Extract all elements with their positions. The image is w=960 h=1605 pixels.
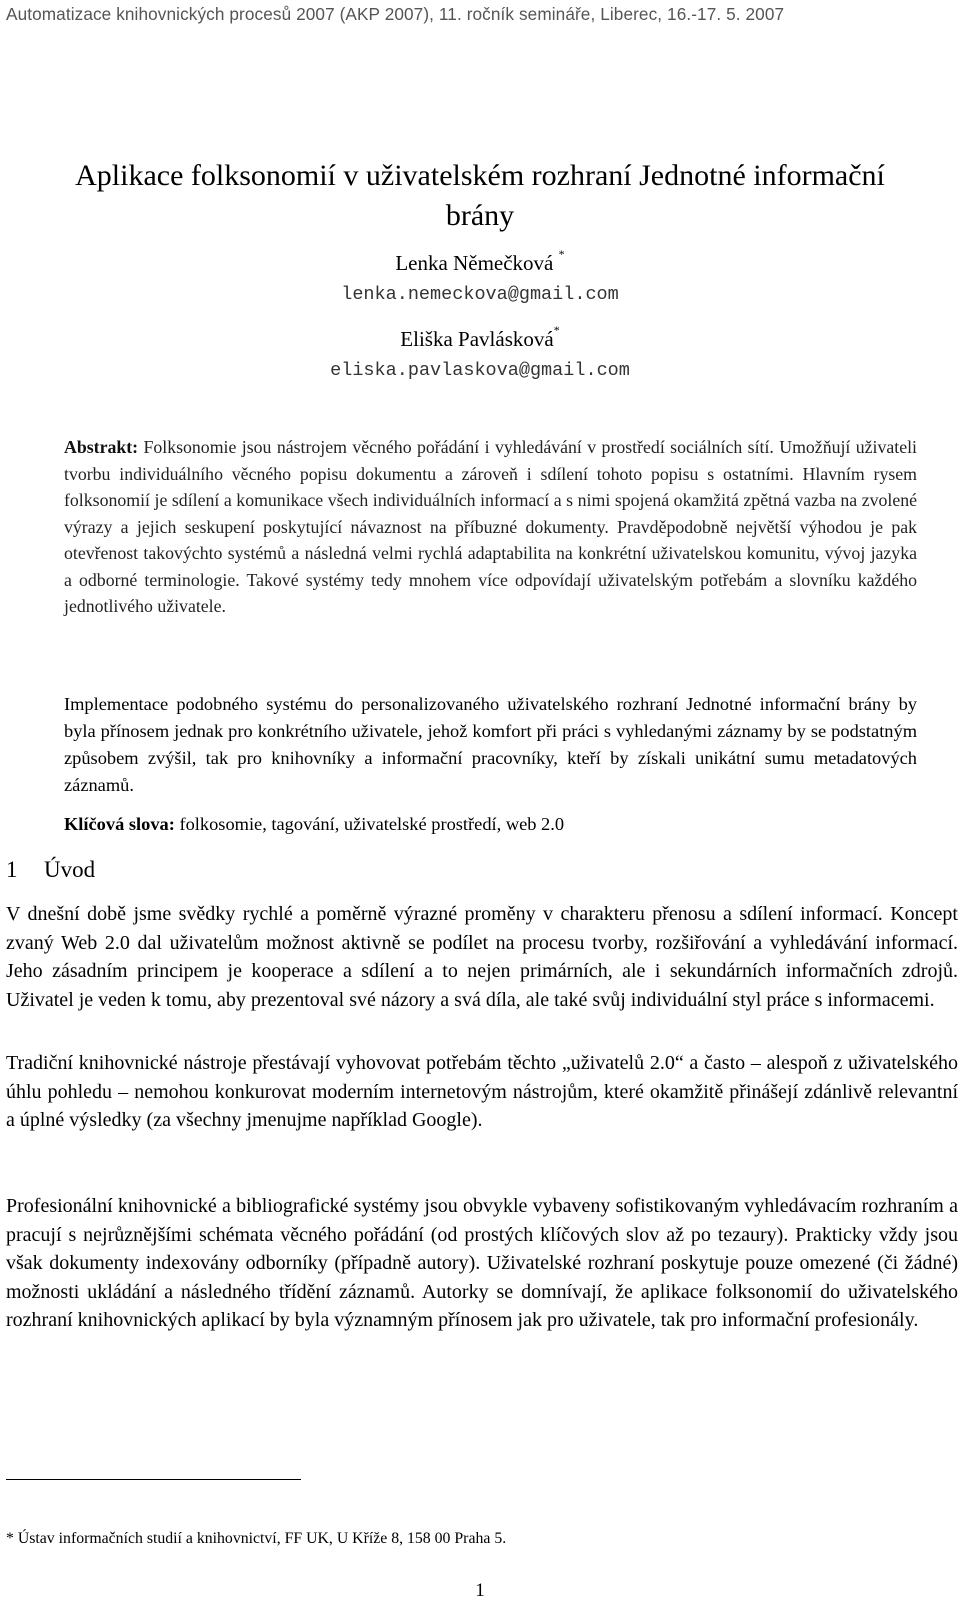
body-paragraph: Profesionální knihovnické a bibliografické systémy jsou obvykle vybaveny sofistikovaným vyhledávacím rozhraním a pracují s nejrůznějšími schémata věcného pořádání (od prostých klíčových slov až po tezaury). Prakticky vždy jsou však dokumenty indexovány odborníky (případně autory). Uživatelské rozhraní poskytuje pouze omezené (či žádné) možnosti ukládání a následného třídění záznamů. Autorky se domnívají, že aplikace folksonomií do uživatelského rozhraní knihovnických aplikací by byla významným přínosem jak pro uživatele, tak pro informační profesionály.: [6, 1195, 958, 1331]
page-number: 1: [475, 1580, 485, 1601]
author-name: Eliška Pavlásková: [400, 327, 554, 351]
abstract: [64, 434, 917, 620]
author-name: Lenka Němečková: [395, 251, 554, 275]
section-number: 1: [6, 857, 18, 882]
section-title: Úvod: [44, 857, 96, 882]
abstract-implementation: Implementace podobného systému do personalizovaného uživatelského rozhraní Jednotné informační brány by byla přínosem jednak pro konkrétního uživatele, jehož komfort při práci s vyhledanými záznamy by se podstatným způsobem zvýšil, tak pro knihovníky a informační pracovníky, kteří by získali unikátní sumu metadatových záznamů.: [64, 694, 917, 795]
keywords-label: Klíčová slova:: [64, 814, 175, 834]
paper-title: Aplikace folksonomií v uživatelském rozhraní Jednotné informační brány: [75, 159, 885, 232]
keywords-text: folkosomie, tagování, uživatelské prostředí, web 2.0: [179, 814, 565, 834]
abstract-label: Abstrakt:: [64, 437, 139, 457]
author-affiliation-mark: *: [553, 323, 560, 337]
author-2: [0, 323, 960, 352]
author-1: [0, 247, 960, 276]
body-paragraph: V dnešní době jsme svědky rychlé a poměrně výrazné proměny v charakteru přenosu a sdílení informací. Koncept zvaný Web 2.0 dal uživatelům možnost aktivně se podílet na procesu tvorby, rozšiřování a vyhledávání informací. Jeho zásadním principem je kooperace a sdílení a to nejen primárních, ale i sekundárních informačních zdrojů. Uživatel je veden k tomu, aby prezentoval své názory a svá díla, ale také svůj individuální styl práce s informacemi.: [6, 903, 958, 1011]
running-header: Automatizace knihovnických procesů 2007 (AKP 2007), 11. ročník semináře, Liberec, 16.-17. 5. 2007: [6, 4, 785, 24]
keywords: [64, 811, 917, 838]
body-paragraph: Tradiční knihovnické nástroje přestávají vyhovovat potřebám těchto „uživatelů 2.0“ a často – alespoň z uživatelského úhlu pohledu – nemohou konkurovat moderním internetovým nástrojům, které okamžitě přinášejí zdánlivě relevantní a úplné výsledky (za všechny jmenujme například Google).: [6, 1052, 958, 1131]
author-affiliation-mark: *: [558, 247, 565, 261]
abstract-text: Folksonomie jsou nástrojem věcného pořádání i vyhledávání v prostředí sociálních sítí. Umožňují uživateli tvorbu individuálního věcného popisu dokumentu a zároveň i sdílení tohoto popisu s ostatními. Hlavním rysem folksonomií je sdílení a komunikace všech individuálních informací a s nimi spojená okamžitá zpětná vazba na zvolené výrazy a jejich seskupení poskytující návaznost na příbuzné dokumenty. Pravděpodobně největší výhodou je pak otevřenost takovýchto systémů a následná velmi rychlá adaptabilita na konkrétní uživatelskou komunitu, vývoj jazyka a odborné terminologie. Takové systémy tedy mnohem více odpovídají uživatelským potřebám a slovníku každého jednotlivého uživatele.: [64, 437, 917, 616]
author-email[interactable]: eliska.pavlaskova@gmail.com: [330, 360, 630, 381]
section-heading: [6, 857, 95, 883]
footnote: * Ústav informačních studií a knihovnictví, FF UK, U Kříže 8, 158 00 Praha 5.: [6, 1530, 507, 1547]
footnote-divider: [6, 1479, 301, 1480]
author-email[interactable]: lenka.nemeckova@gmail.com: [341, 284, 619, 305]
